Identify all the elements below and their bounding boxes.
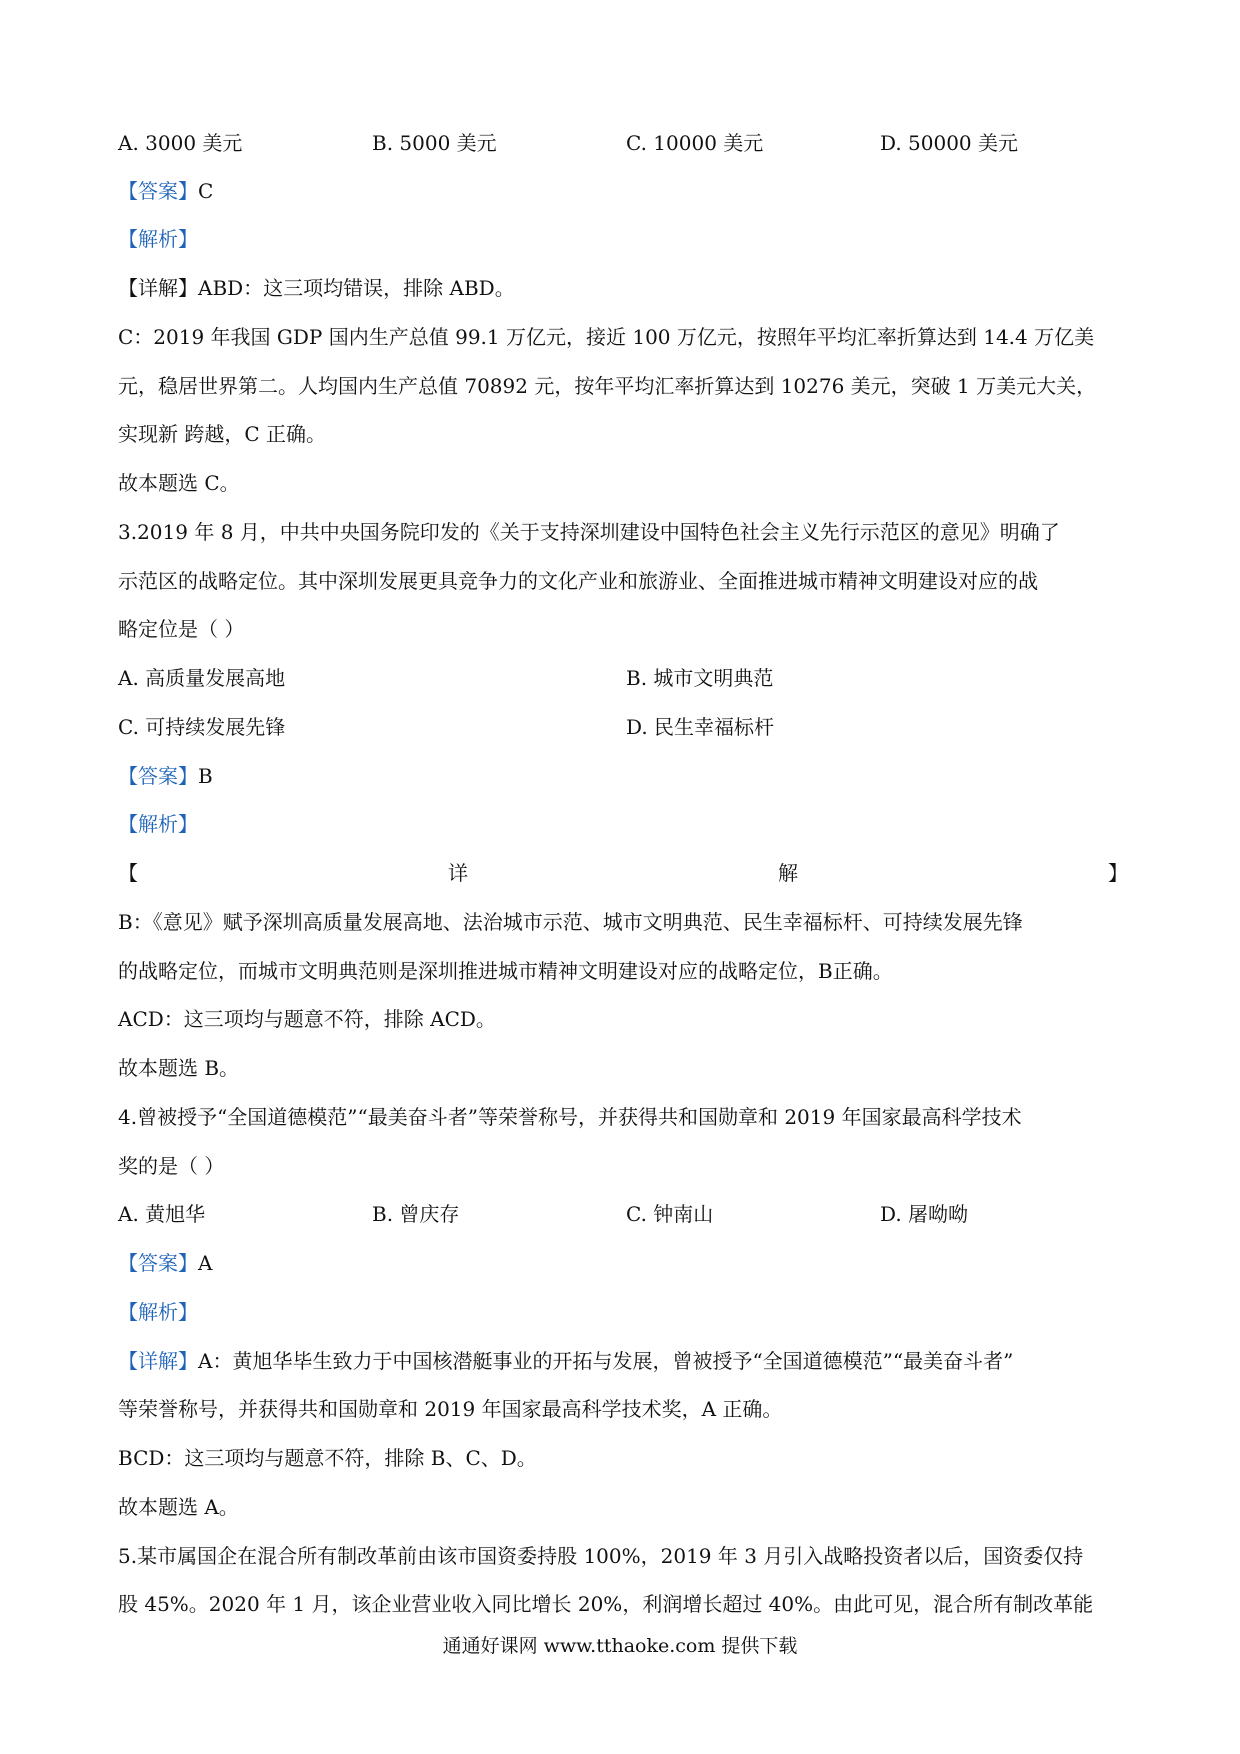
answer-tag: 【答案】 xyxy=(118,1251,198,1275)
q2-option-d: D. 50000 美元 xyxy=(880,131,1019,155)
bracket-open: 【 xyxy=(118,861,138,885)
q2-detail-line: 【详解】ABD：这三项均错误，排除 ABD。 xyxy=(118,276,515,300)
q3-stem-line: 示范区的战略定位。其中深圳发展更具竞争力的文化产业和旅游业、全面推进城市精神文明建设对应的战 xyxy=(118,569,1038,593)
q3-detail-line: 的战略定位，而城市文明典范则是深圳推进城市精神文明建设对应的战略定位，B正确。 xyxy=(118,959,893,983)
q3-answer xyxy=(118,762,1128,790)
detail-char: 详 xyxy=(448,861,468,885)
q2-detail-line: 故本题选 C。 xyxy=(118,471,240,495)
q3-stem-line: 略定位是（ ） xyxy=(118,617,245,641)
q3-detail-header xyxy=(118,859,1128,887)
q4-option-a: A. 黄旭华 xyxy=(118,1202,206,1226)
q4-stem-line: 奖的是（ ） xyxy=(118,1154,225,1178)
q4-answer xyxy=(118,1249,1128,1277)
q3-option-a: A. 高质量发展高地 xyxy=(118,666,286,690)
q2-analysis-tag: 【解析】 xyxy=(118,227,198,251)
answer-value: B xyxy=(198,764,213,788)
page-footer: 通通好课网 www.tthaoke.com 提供下载 xyxy=(442,1635,798,1657)
q4-stem-line: 4.曾被授予“全国道德模范”“最美奋斗者”等荣誉称号，并获得共和国勋章和 2019 年国家最高科学技术 xyxy=(118,1105,1022,1129)
q3-stem-line: 3.2019 年 8 月，中共中央国务院印发的《关于支持深圳建设中国特色社会主义先行示范区的意见》明确了 xyxy=(118,520,1060,544)
q5-stem-line: 5.某市属国企在混合所有制改革前由该市国资委持股 100%，2019 年 3 月引入战略投资者以后，国资委仅持 xyxy=(118,1544,1084,1568)
detail-tag: 【详解】 xyxy=(118,1349,198,1373)
q2-detail-line: 实现新 跨越，C 正确。 xyxy=(118,422,327,446)
detail-char: 解 xyxy=(778,861,798,885)
q4-option-c: C. 钟南山 xyxy=(626,1202,714,1226)
q4-detail-line: 故本题选 A。 xyxy=(118,1495,239,1519)
q5-stem-line: 股 45%。2020 年 1 月，该企业营业收入同比增长 20%，利润增长超过 40%。由此可见，混合所有制改革能 xyxy=(118,1592,1094,1616)
q2-option-a: A. 3000 美元 xyxy=(118,131,243,155)
q3-analysis-tag: 【解析】 xyxy=(118,812,198,836)
q3-option-d: D. 民生幸福标杆 xyxy=(626,715,775,739)
q3-option-c: C. 可持续发展先锋 xyxy=(118,715,286,739)
q4-detail-line xyxy=(118,1347,1128,1375)
q4-detail-line: BCD：这三项均与题意不符，排除 B、C、D。 xyxy=(118,1446,537,1470)
q4-option-d: D. 屠呦呦 xyxy=(880,1202,969,1226)
q2-detail-line: 元，稳居世界第二。人均国内生产总值 70892 元，按年平均汇率折算达到 10276 美元，突破 1 万美元大关， xyxy=(118,374,1097,398)
bracket-close: 】 xyxy=(1108,861,1128,885)
answer-tag: 【答案】 xyxy=(118,764,198,788)
detail-text: A：黄旭华毕生致力于中国核潜艇事业的开拓与发展，曾被授予“全国道德模范”“最美奋斗者” xyxy=(198,1349,1014,1373)
answer-value: A xyxy=(198,1251,213,1275)
q4-detail-line: 等荣誉称号，并获得共和国勋章和 2019 年国家最高科学技术奖，A 正确。 xyxy=(118,1397,783,1421)
q2-option-c: C. 10000 美元 xyxy=(626,131,764,155)
q4-analysis-tag: 【解析】 xyxy=(118,1300,198,1324)
q4-option-b: B. 曾庆存 xyxy=(372,1202,460,1226)
answer-value: C xyxy=(198,179,214,203)
q2-detail-line: C：2019 年我国 GDP 国内生产总值 99.1 万亿元，接近 100 万亿元，按照年平均汇率折算达到 14.4 万亿美 xyxy=(118,325,1095,349)
answer-tag: 【答案】 xyxy=(118,179,198,203)
q3-option-b: B. 城市文明典范 xyxy=(626,666,774,690)
q3-detail-line: 故本题选 B。 xyxy=(118,1056,240,1080)
q3-detail-line: B：《意见》赋予深圳高质量发展高地、法治城市示范、城市文明典范、民生幸福标杆、可持续发展先锋 xyxy=(118,910,1023,934)
q3-detail-line: ACD：这三项均与题意不符，排除 ACD。 xyxy=(118,1007,496,1031)
q2-answer xyxy=(118,177,1128,205)
q2-option-b: B. 5000 美元 xyxy=(372,131,497,155)
